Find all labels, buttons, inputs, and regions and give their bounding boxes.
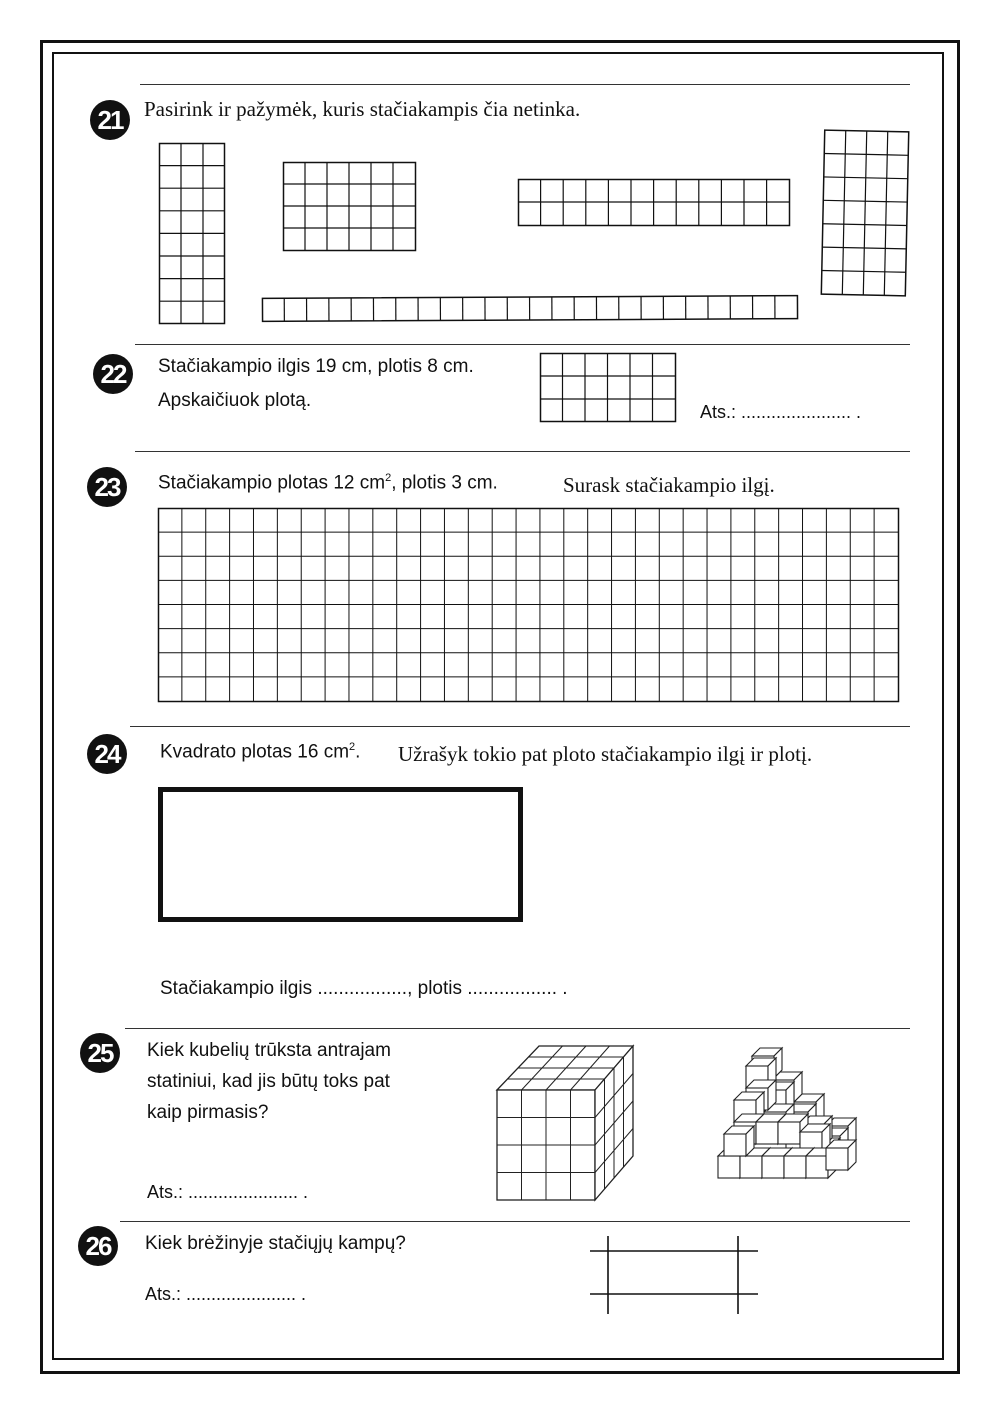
exercise-21-number: 21 bbox=[90, 100, 130, 140]
exercise-24-answer[interactable]: Stačiakampio ilgis ................., plotis ................. . bbox=[160, 978, 568, 999]
cube-figure bbox=[495, 1042, 635, 1204]
separator bbox=[125, 1028, 910, 1029]
exercise-25-number: 25 bbox=[80, 1033, 120, 1073]
exercise-24-text-b: . bbox=[355, 741, 361, 763]
grid-rect-e[interactable] bbox=[262, 296, 798, 322]
right-angles-drawing bbox=[590, 1236, 760, 1316]
exercise-26-answer[interactable]: Ats.: ...................... . bbox=[145, 1284, 307, 1304]
grid-rect-a[interactable] bbox=[159, 143, 225, 325]
separator bbox=[135, 344, 910, 345]
staircase-figure bbox=[716, 1048, 858, 1200]
grid-rect-d[interactable] bbox=[821, 130, 909, 298]
exercise-23-text bbox=[158, 472, 498, 494]
exercise-25-answer[interactable]: Ats.: ...................... . bbox=[147, 1182, 309, 1202]
exercise-25-line3: kaip pirmasis? bbox=[147, 1102, 269, 1123]
exercise-25-line1: Kiek kubelių trūksta antrajam bbox=[147, 1040, 391, 1061]
separator bbox=[130, 726, 910, 727]
exercise-23-number: 23 bbox=[87, 467, 127, 507]
answer-grid-23[interactable] bbox=[158, 508, 900, 703]
exercise-26-text: Kiek brėžinyje stačiųjų kampų? bbox=[145, 1233, 406, 1254]
exercise-22-number: 22 bbox=[93, 354, 133, 394]
exercise-24-sup: 2 bbox=[349, 741, 356, 753]
separator bbox=[120, 1221, 910, 1222]
answer-drawing-box[interactable] bbox=[158, 787, 523, 922]
exercise-22-line1: Stačiakampio ilgis 19 cm, plotis 8 cm. bbox=[158, 356, 474, 377]
exercise-23-text-a: Stačiakampio plotas 12 cm bbox=[158, 472, 386, 494]
exercise-24-text-a: Kvadrato plotas 16 cm bbox=[160, 741, 350, 763]
exercise-21-text: Pasirink ir pažymėk, kuris stačiakampis čia netinka. bbox=[144, 97, 581, 121]
separator bbox=[140, 84, 910, 85]
grid-rect-c[interactable] bbox=[518, 179, 790, 227]
exercise-24-number: 24 bbox=[87, 734, 127, 774]
exercise-26-number: 26 bbox=[78, 1226, 118, 1266]
exercise-23-text-b: , plotis 3 cm. bbox=[391, 472, 498, 494]
exercise-24-text bbox=[160, 741, 360, 763]
exercise-22-answer[interactable]: Ats.: ...................... . bbox=[700, 402, 862, 422]
exercise-25-line2: statiniui, kad jis būtų toks pat bbox=[147, 1071, 390, 1092]
exercise-23-sup: 2 bbox=[385, 472, 392, 484]
grid-rect-b[interactable] bbox=[283, 162, 417, 252]
exercise-23-text-c: Surask stačiakampio ilgį. bbox=[563, 473, 775, 497]
grid-rect-22 bbox=[540, 353, 676, 423]
exercise-24-text-c: Užrašyk tokio pat ploto stačiakampio ilgį ir plotį. bbox=[398, 742, 813, 766]
separator bbox=[135, 451, 910, 452]
exercise-22-line2: Apskaičiuok plotą. bbox=[158, 390, 312, 411]
